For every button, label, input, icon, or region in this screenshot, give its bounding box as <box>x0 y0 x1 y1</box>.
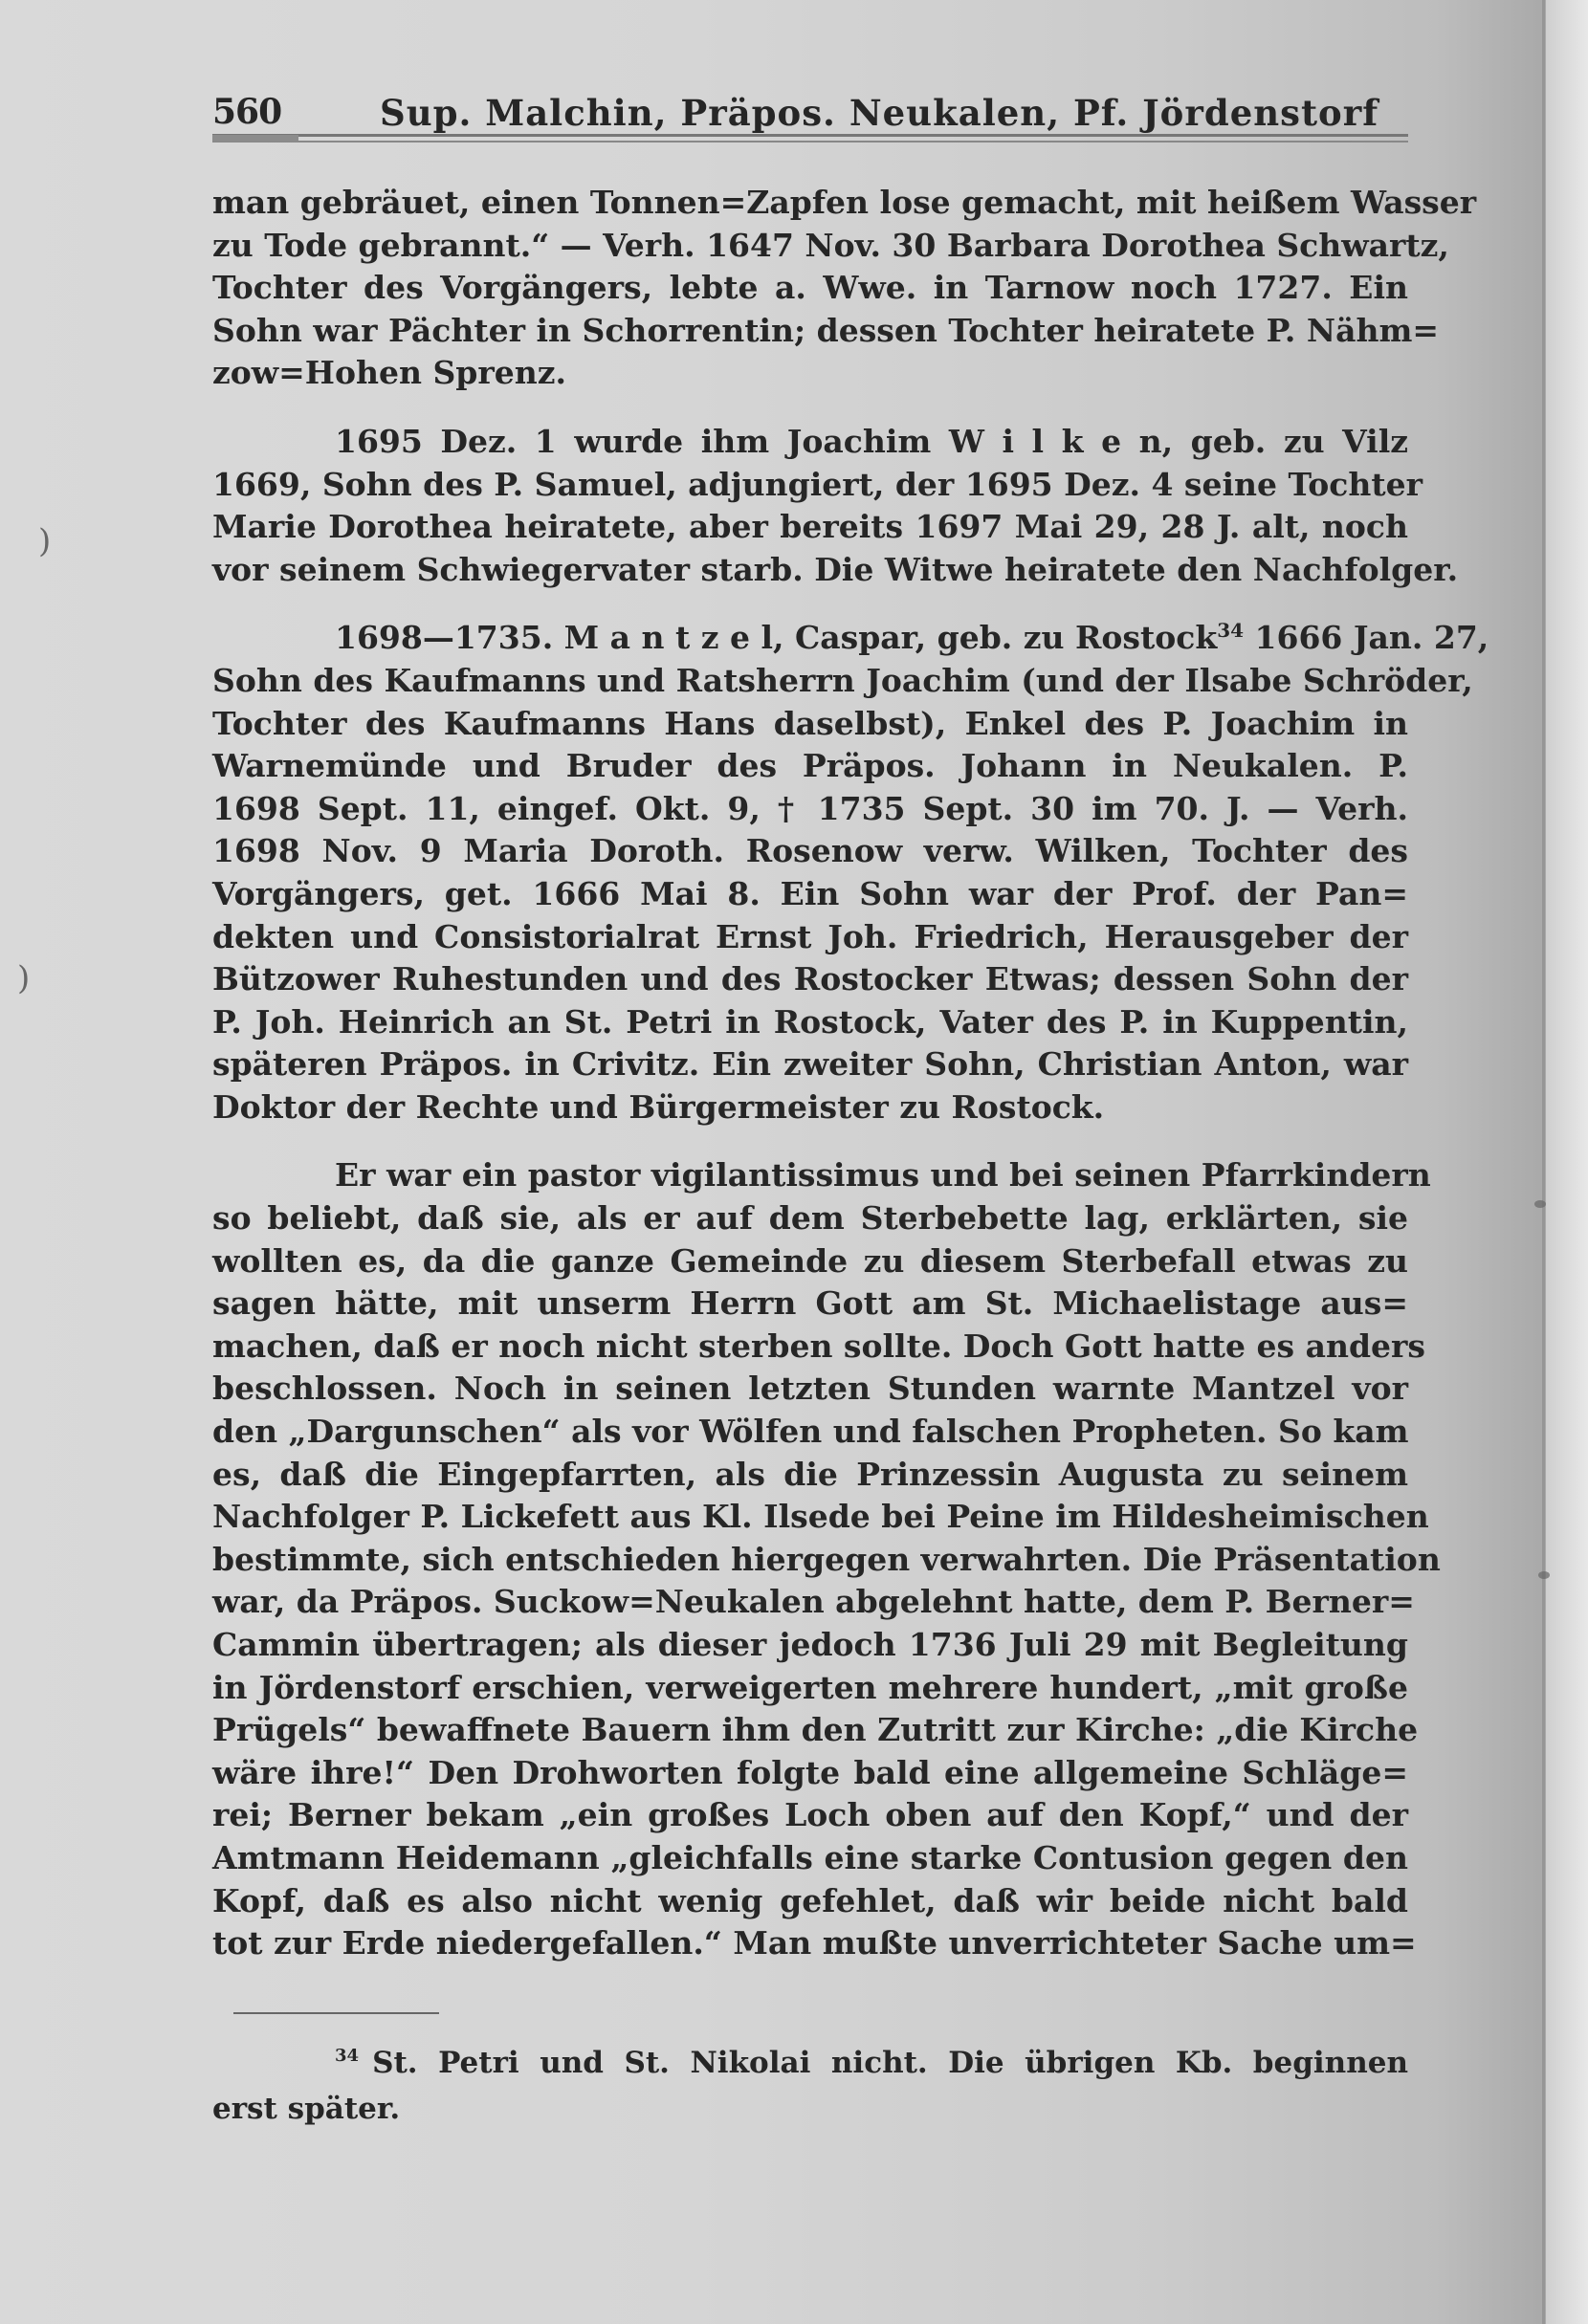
text-line: zu Tode gebrannt.“ — Verh. 1647 Nov. 30 Barbara Dorothea Schwartz, <box>212 226 1449 264</box>
text-line: so beliebt, daß sie, als er auf dem Sterbebette lag, erklärten, sie <box>212 1199 1408 1238</box>
text-line: machen, daß er noch nicht sterben sollte. Doch Gott hatte es anders <box>212 1326 1425 1365</box>
text-line: 1698 Sept. 11, eingef. Okt. 9, † 1735 Sept. 30 im 70. J. — Verh. <box>212 789 1408 827</box>
text-line: Tochter des Vorgängers, lebte a. Wwe. in Tarnow noch 1727. Ein <box>212 269 1408 307</box>
text-line: beschlossen. Noch in seinen letzten Stunden warnte Mantzel vor <box>212 1370 1408 1408</box>
footnote-reference[interactable]: 34 <box>1217 619 1245 643</box>
paragraph <box>212 182 1477 395</box>
paragraph <box>212 421 1459 591</box>
text-line: Er war ein pastor vigilantissimus und bei seinen Pfarrkindern <box>335 1156 1431 1195</box>
text-line: Sohn war Pächter in Schorrentin; dessen Tochter heiratete P. Nähm= <box>212 311 1440 349</box>
footnote-line: erst später. <box>212 2092 401 2126</box>
text-line: Prügels“ bewaffnete Bauern ihm den Zutritt zur Kirche: „die Kirche <box>212 1711 1419 1749</box>
paragraph <box>212 617 1489 1129</box>
text-fragment: 1666 Jan. 27, <box>1244 619 1489 657</box>
text-line: den „Dargunschen“ als vor Wölfen und falschen Propheten. So kam <box>212 1413 1409 1451</box>
page-number: 560 <box>212 92 282 132</box>
text-line: rei; Berner bekam „ein großes Loch oben auf den Kopf,“ und der <box>212 1796 1408 1834</box>
text-line: 1695 Dez. 1 wurde ihm Joachim W i l k e n, geb. zu Vilz <box>335 422 1408 460</box>
scan-smudge <box>1534 1200 1546 1208</box>
text-line: Doktor der Rechte und Bürgermeister zu Rostock. <box>212 1087 1105 1126</box>
text-line: Tochter des Kaufmanns Hans daselbst), Enkel des P. Joachim in <box>212 704 1408 742</box>
text-line: 1669, Sohn des P. Samuel, adjungiert, der 1695 Dez. 4 seine Tochter <box>212 465 1423 503</box>
text-line: P. Joh. Heinrich an St. Petri in Rostock, Vater des P. in Kuppentin, <box>212 1002 1408 1041</box>
text-fragment: 1698—1735. M a n t z e l, Caspar, geb. zu Rostock <box>335 619 1218 657</box>
text-line: man gebräuet, einen Tonnen=Zapfen lose gemacht, mit heißem Wasser <box>212 184 1477 221</box>
body-text <box>212 182 1489 1965</box>
text-line: Sohn des Kaufmanns und Ratsherrn Joachim (und der Ilsabe Schröder, <box>212 661 1473 699</box>
page-header <box>212 92 1408 140</box>
text-line: vor seinem Schwiegervater starb. Die Witwe heiratete den Nachfolger. <box>212 550 1459 588</box>
text-line: Amtmann Heidemann „gleichfalls eine starke Contusion gegen den <box>212 1838 1408 1876</box>
text-line: 1698 Nov. 9 Maria Doroth. Rosenow verw. Wilken, Tochter des <box>212 832 1408 870</box>
text-line: bestimmte, sich entschieden hiergegen verwahrten. Die Präsentation <box>212 1540 1441 1578</box>
running-title: Sup. Malchin, Präpos. Neukalen, Pf. Jördenstorf <box>380 92 1379 134</box>
text-line: tot zur Erde niedergefallen.“ Man mußte unverrichteter Sache um= <box>212 1924 1417 1962</box>
paragraph <box>212 1154 1441 1964</box>
text-line: zow=Hohen Sprenz. <box>212 354 566 392</box>
text-line: es, daß die Eingepfarrten, als die Prinzessin Augusta zu seinem <box>212 1455 1408 1493</box>
adjacent-page-strip <box>1546 0 1588 2324</box>
text-line: dekten und Consistorialrat Ernst Joh. Friedrich, Herausgeber der <box>212 917 1408 955</box>
text-line: wollten es, da die ganze Gemeinde zu diesem Sterbefall etwas zu <box>212 1241 1408 1280</box>
text-line: in Jördenstorf erschien, verweigerten mehrere hundert, „mit große <box>212 1668 1408 1706</box>
text-line: Vorgängers, get. 1666 Mai 8. Ein Sohn war der Prof. der Pan= <box>212 874 1408 912</box>
footnote-line <box>212 2040 1408 2086</box>
text-line: späteren Präpos. in Crivitz. Ein zweiter Sohn, Christian Anton, war <box>212 1045 1408 1084</box>
footnote-text: St. Petri und St. Nikolai nicht. Die übrigen Kb. beginnen <box>372 2046 1408 2080</box>
margin-mark: ) <box>38 522 52 560</box>
text-line: Marie Dorothea heiratete, aber bereits 1697 Mai 29, 28 J. alt, noch <box>212 508 1408 546</box>
text-line: sagen hätte, mit unserm Herrn Gott am St. Michaelistage aus= <box>212 1284 1408 1323</box>
text-line <box>212 617 1489 660</box>
text-line: Cammin übertragen; als dieser jedoch 1736 Juli 29 mit Begleitung <box>212 1626 1408 1663</box>
text-line: war, da Präpos. Suckow=Neukalen abgelehnt hatte, dem P. Berner= <box>212 1583 1415 1621</box>
margin-mark: ) <box>17 959 31 998</box>
text-line: Bützower Ruhestunden und des Rostocker Etwas; dessen Sohn der <box>212 960 1408 998</box>
footnote-rule <box>233 2012 439 2014</box>
footnote <box>212 2040 1408 2132</box>
text-line: wäre ihre!“ Den Drohworten folgte bald eine allgemeine Schläge= <box>212 1753 1408 1791</box>
text-line: Warnemünde und Bruder des Präpos. Johann in Neukalen. P. <box>212 747 1408 785</box>
header-rule <box>212 134 1408 143</box>
scan-smudge <box>1538 1571 1550 1579</box>
text-line: Kopf, daß es also nicht wenig gefehlet, daß wir beide nicht bald <box>212 1881 1408 1919</box>
text-line: Nachfolger P. Lickefett aus Kl. Ilsede bei Peine im Hildesheimischen <box>212 1498 1429 1536</box>
footnote-mark: 34 <box>335 2046 360 2066</box>
header-rule-mark <box>212 135 298 142</box>
